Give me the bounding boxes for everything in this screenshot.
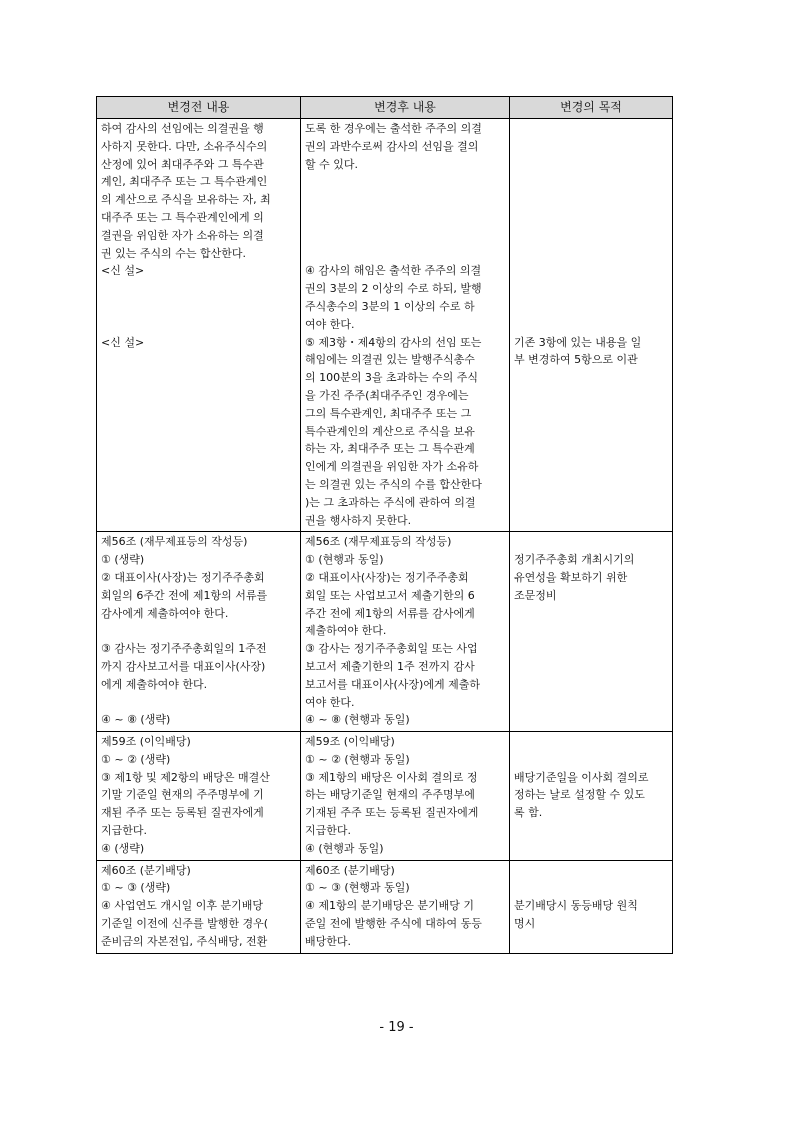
text-line: ① ~ ③ (생략) — [101, 881, 171, 895]
text-line — [101, 622, 296, 640]
text-line: 감사에게 제출하여야 한다. — [101, 606, 229, 620]
text-line: ① ~ ③ (현행과 동일) — [305, 881, 410, 895]
text-line: 준일 전에 발행한 주식에 대하여 동등 — [305, 917, 482, 931]
text-line — [101, 694, 296, 712]
text-line — [305, 191, 505, 209]
cell-before — [97, 732, 301, 861]
cell-block — [101, 262, 296, 280]
table-row — [97, 732, 673, 861]
cell-block — [305, 334, 505, 530]
text-line: 기말 기준일 현재의 주주명부에 기 — [101, 788, 264, 802]
cell-purpose — [510, 119, 673, 532]
cell-block — [514, 733, 668, 822]
text-line — [514, 862, 668, 880]
text-line: 할 수 있다. — [305, 157, 358, 171]
text-line — [514, 280, 668, 298]
text-line: 보고서를 대표이사(사장)에게 제출하 — [305, 677, 480, 691]
cell-block — [305, 862, 505, 951]
text-line: ⑤ 제3항・제4항의 감사의 선임 또는 — [305, 335, 482, 349]
text-line — [514, 733, 668, 751]
cell-before — [97, 119, 301, 532]
text-line — [514, 245, 668, 263]
text-line: 조문정비 — [514, 588, 557, 602]
cell-block — [305, 533, 505, 729]
text-line: ① ~ ② (현행과 동일) — [305, 752, 410, 766]
text-line: 여야 한다. — [305, 317, 355, 331]
cell-after — [301, 860, 510, 953]
text-line: 의 100분의 3을 초과하는 수의 주식 — [305, 371, 478, 385]
text-line: 사하지 못한다. 다만, 소유주식수의 — [101, 139, 268, 153]
text-line: 기준일 이전에 신주를 발행한 경우( — [101, 917, 269, 931]
text-line — [514, 298, 668, 316]
table-row — [97, 532, 673, 732]
header-after: 변경후 내용 — [301, 97, 510, 119]
text-line: ② 대표이사(사장)는 정기주주총회 — [305, 570, 469, 584]
text-line: 에게 제출하여야 한다. — [101, 677, 208, 691]
text-line — [305, 227, 505, 245]
text-line: 배당한다. — [305, 934, 352, 948]
text-line: 그의 특수관계인, 최대주주 또는 그 — [305, 406, 472, 420]
text-line: 분기배당시 동등배당 원칙 — [514, 899, 638, 913]
header-purpose: 변경의 목적 — [510, 97, 673, 119]
text-line — [514, 227, 668, 245]
text-line: 도록 한 경우에는 출석한 주주의 의결 — [305, 122, 482, 135]
text-line: 회일 또는 사업보고서 제출기한의 6 — [305, 588, 475, 602]
cell-before — [97, 532, 301, 732]
text-line: 제60조 (분기배당) — [305, 863, 395, 877]
text-line — [514, 120, 668, 138]
cell-block — [101, 533, 296, 729]
text-line — [101, 298, 296, 316]
text-line — [514, 138, 668, 156]
text-line: 인에게 의결권을 위임한 자가 소유하 — [305, 460, 479, 474]
header-before: 변경전 내용 — [97, 97, 301, 119]
cell-block — [514, 533, 668, 604]
text-line: <신 설> — [101, 335, 145, 349]
text-line: ④ 사업연도 개시일 이후 분기배당 — [101, 899, 263, 913]
text-line — [514, 262, 668, 280]
text-line: <신 설> — [101, 264, 145, 278]
text-line: 권 있는 주식의 수는 합산한다. — [101, 246, 246, 260]
text-line: ④ (생략) — [101, 841, 145, 855]
text-line: 하는 자, 최대주주 또는 그 특수관계 — [305, 442, 475, 456]
text-line — [514, 156, 668, 174]
cell-block — [514, 862, 668, 933]
text-line: 정기주주총회 개최시기의 — [514, 553, 635, 567]
text-line: 는 의결권 있는 주식의 수를 합산한다 — [305, 477, 482, 491]
cell-after — [301, 532, 510, 732]
text-line — [101, 280, 296, 298]
cell-after — [301, 732, 510, 861]
text-line: 해임에는 의결권 있는 발행주식총수 — [305, 353, 475, 367]
cell-after — [301, 119, 510, 532]
text-line — [101, 316, 296, 334]
text-line: 지급한다. — [101, 824, 148, 838]
table-row — [97, 860, 673, 953]
text-line: 하는 배당기준일 현재의 주주명부에 — [305, 788, 475, 802]
text-line: 배당기준일을 이사회 결의로 — [514, 770, 649, 784]
cell-purpose — [510, 532, 673, 732]
table-header-row — [97, 97, 673, 119]
text-line — [514, 751, 668, 769]
text-line: 권을 행사하지 못한다. — [305, 513, 412, 527]
cell-block — [305, 733, 505, 858]
cell-purpose — [510, 732, 673, 861]
text-line — [305, 173, 505, 191]
text-line: 까지 감사보고서를 대표이사(사장) — [101, 659, 266, 673]
text-line: 유연성을 확보하기 위한 — [514, 570, 628, 584]
text-line: 부 변경하여 5항으로 이관 — [514, 353, 638, 367]
cell-block — [305, 262, 505, 333]
cell-block — [305, 120, 505, 262]
text-line: 주간 전에 제1항의 서류를 감사에게 — [305, 606, 475, 620]
text-line: 권의 과반수로써 감사의 선임을 결의 — [305, 139, 479, 153]
text-line: 산정에 있어 최대주주와 그 특수관 — [101, 157, 264, 171]
text-line: 제56조 (재무제표등의 작성등) — [305, 535, 452, 549]
text-line: 특수관계인의 계산으로 주식을 보유 — [305, 424, 475, 438]
cell-block — [101, 733, 296, 858]
text-line: 제56조 (재무제표등의 작성등) — [101, 535, 248, 549]
text-line: ③ 감사는 정기주주총회일의 1주전 — [101, 642, 267, 656]
text-line: 재된 주주 또는 등록된 질권자에게 — [101, 806, 264, 820]
text-line: 지급한다. — [305, 824, 352, 838]
text-line: 대주주 또는 그 특수관계인에게 의 — [101, 210, 264, 224]
text-line — [514, 173, 668, 191]
text-line: 주식총수의 3분의 1 이상의 수로 하 — [305, 299, 475, 313]
text-line: 의 계산으로 주식을 보유하는 자, 최 — [101, 193, 271, 207]
text-line: 권의 3분의 2 이상의 수로 하되, 발행 — [305, 282, 482, 296]
text-line: ③ 감사는 정기주주총회일 또는 사업 — [305, 642, 478, 656]
text-line: ④ (현행과 동일) — [305, 841, 384, 855]
amendment-table — [96, 96, 673, 954]
text-line: ② 대표이사(사장)는 정기주주총회 — [101, 570, 265, 584]
text-line: 회일의 6주간 전에 제1항의 서류를 — [101, 588, 268, 602]
cell-block — [101, 120, 296, 262]
cell-purpose — [510, 860, 673, 953]
text-line: ① (생략) — [101, 553, 145, 567]
text-line: 록 함. — [514, 806, 543, 820]
text-line — [514, 316, 668, 334]
cell-block — [101, 280, 296, 351]
text-line: 제59조 (이익배당) — [101, 735, 191, 749]
text-line: ④ 감사의 해임은 출석한 주주의 의결 — [305, 264, 482, 278]
text-line — [305, 209, 505, 227]
text-line: 계인, 최대주주 또는 그 특수관계인 — [101, 175, 268, 189]
text-line — [514, 533, 668, 551]
text-line — [514, 209, 668, 227]
text-line — [514, 191, 668, 209]
cell-before — [97, 860, 301, 953]
text-line: 기재된 주주 또는 등록된 질권자에게 — [305, 806, 479, 820]
text-line: ④ ~ ⑧ (현행과 동일) — [305, 713, 410, 727]
text-line: 기존 3항에 있는 내용을 일 — [514, 335, 642, 349]
table-row — [97, 119, 673, 532]
text-line: 여야 한다. — [305, 695, 355, 709]
text-line: 정하는 날로 설정할 수 있도 — [514, 788, 645, 802]
text-line: 보고서 제출기한의 1주 전까지 감사 — [305, 659, 475, 673]
text-line — [305, 245, 505, 263]
text-line: ③ 제1항의 배당은 이사회 결의로 정 — [305, 770, 478, 784]
text-line: 을 가진 주주(최대주주인 경우에는 — [305, 388, 469, 402]
text-line: 제출하여야 한다. — [305, 624, 387, 638]
text-line: 제59조 (이익배당) — [305, 735, 395, 749]
cell-block — [514, 120, 668, 369]
text-line: ④ ~ ⑧ (생략) — [101, 713, 171, 727]
text-line: ① ~ ② (생략) — [101, 752, 171, 766]
text-line: ① (현행과 동일) — [305, 553, 384, 567]
text-line: 준비금의 자본전입, 주식배당, 전환 — [101, 934, 268, 948]
text-line: ④ 제1항의 분기배당은 분기배당 기 — [305, 899, 474, 913]
text-line: 결권을 위임한 자가 소유하는 의결 — [101, 228, 264, 242]
page-number: - 19 - — [379, 1020, 414, 1035]
text-line: 명시 — [514, 917, 536, 931]
text-line: 제60조 (분기배당) — [101, 863, 191, 877]
cell-block — [101, 862, 296, 951]
text-line: ③ 제1항 및 제2항의 배당은 매결산 — [101, 770, 270, 784]
text-line: 하여 감사의 선임에는 의결권을 행 — [101, 122, 264, 135]
text-line: )는 그 초과하는 주식에 관하여 의결 — [305, 495, 476, 509]
text-line — [514, 879, 668, 897]
